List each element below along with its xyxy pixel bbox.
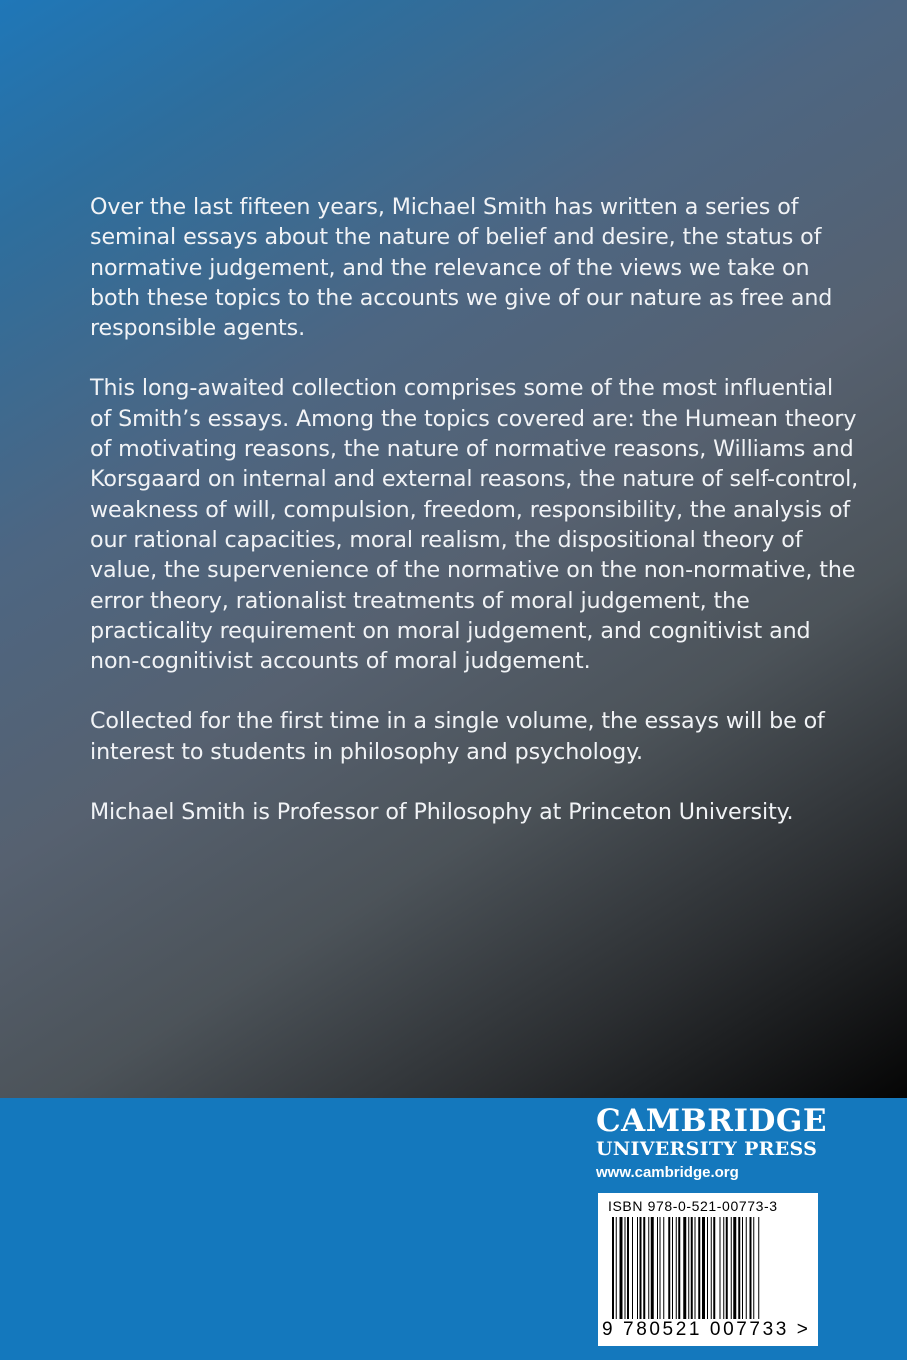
isbn-text: ISBN 978-0-521-00773-3 xyxy=(608,1198,778,1214)
barcode-bar xyxy=(695,1217,696,1319)
barcode-bar xyxy=(750,1217,752,1319)
barcode-bar xyxy=(720,1217,721,1319)
barcode-bar xyxy=(672,1217,673,1319)
barcode-bar xyxy=(632,1217,633,1319)
barcode-bar xyxy=(691,1217,693,1319)
barcode-bar xyxy=(676,1217,677,1319)
barcode-bar xyxy=(668,1217,670,1319)
barcode-label xyxy=(598,1193,818,1346)
barcode-bar xyxy=(678,1217,680,1319)
publisher-logo xyxy=(596,1104,836,1184)
barcode-bar xyxy=(616,1217,617,1319)
barcode-bar xyxy=(660,1217,661,1319)
publisher-url[interactable]: www.cambridge.org xyxy=(596,1164,739,1181)
barcode-bar xyxy=(711,1217,712,1319)
barcode-bar xyxy=(758,1217,759,1319)
barcode-icon xyxy=(612,1217,802,1319)
barcode-bar xyxy=(698,1217,700,1319)
description-paragraph-2: This long-awaited collection comprises some of the most influential of Smith’s essays. Among the topics covered are: the Humean theory of motivating reasons, the nature of normative reasons, Williams and Korsgaard on internal and external reasons, the nature of self-control, weakness of will, compulsion, freedom, responsibility, the analysis of our rational capacities, moral realism, the dispositional theory of value, the supervenience of the normative on the non-normative, the error theory, rationalist treatments of moral judgement, the practicality requirement on moral judgement, and cognitivist and non-cognitivist accounts of moral judgement. xyxy=(90,375,859,675)
barcode-bar xyxy=(726,1217,728,1319)
barcode-bar xyxy=(627,1217,629,1319)
barcode-bar xyxy=(683,1217,686,1319)
publisher-name: CAMBRIDGE xyxy=(596,1103,827,1139)
barcode-bar xyxy=(688,1217,689,1319)
barcode-bar xyxy=(648,1217,649,1319)
barcode-bar xyxy=(637,1217,638,1319)
barcode-bar xyxy=(657,1217,658,1319)
book-description xyxy=(90,192,860,827)
barcode-bar xyxy=(702,1217,705,1319)
publisher-subtitle: UNIVERSITY PRESS xyxy=(596,1138,818,1160)
barcode-bar xyxy=(651,1217,654,1319)
barcode-bar xyxy=(733,1217,736,1319)
barcode-bar xyxy=(738,1217,740,1319)
barcode-bar xyxy=(612,1217,614,1319)
barcode-bar xyxy=(643,1217,645,1319)
barcode-bar xyxy=(713,1217,715,1319)
barcode-bar xyxy=(742,1217,743,1319)
description-paragraph-3: Collected for the first time in a single volume, the essays will be of interest to students in philosophy and psychology. xyxy=(90,708,825,765)
barcode-bar xyxy=(707,1217,708,1319)
author-bio: Michael Smith is Professor of Philosophy at Princeton University. xyxy=(90,799,794,826)
description-paragraph-1: Over the last fifteen years, Michael Smith has written a series of seminal essays about the nature of belief and desire, the status of normative judgement, and the relevance of the views we take on both these topics to the accounts we give of our nature as free and responsible agents. xyxy=(90,194,833,342)
barcode-bar xyxy=(620,1217,623,1319)
barcode-digits: 9 780521 007733 > xyxy=(602,1319,811,1340)
barcode-bar xyxy=(746,1217,747,1319)
barcode-bar xyxy=(625,1217,626,1319)
barcode-bar xyxy=(663,1217,664,1319)
barcode-bar xyxy=(640,1217,642,1319)
barcode-bar xyxy=(723,1217,724,1319)
barcode-bar xyxy=(753,1217,754,1319)
barcode-bar xyxy=(731,1217,732,1319)
